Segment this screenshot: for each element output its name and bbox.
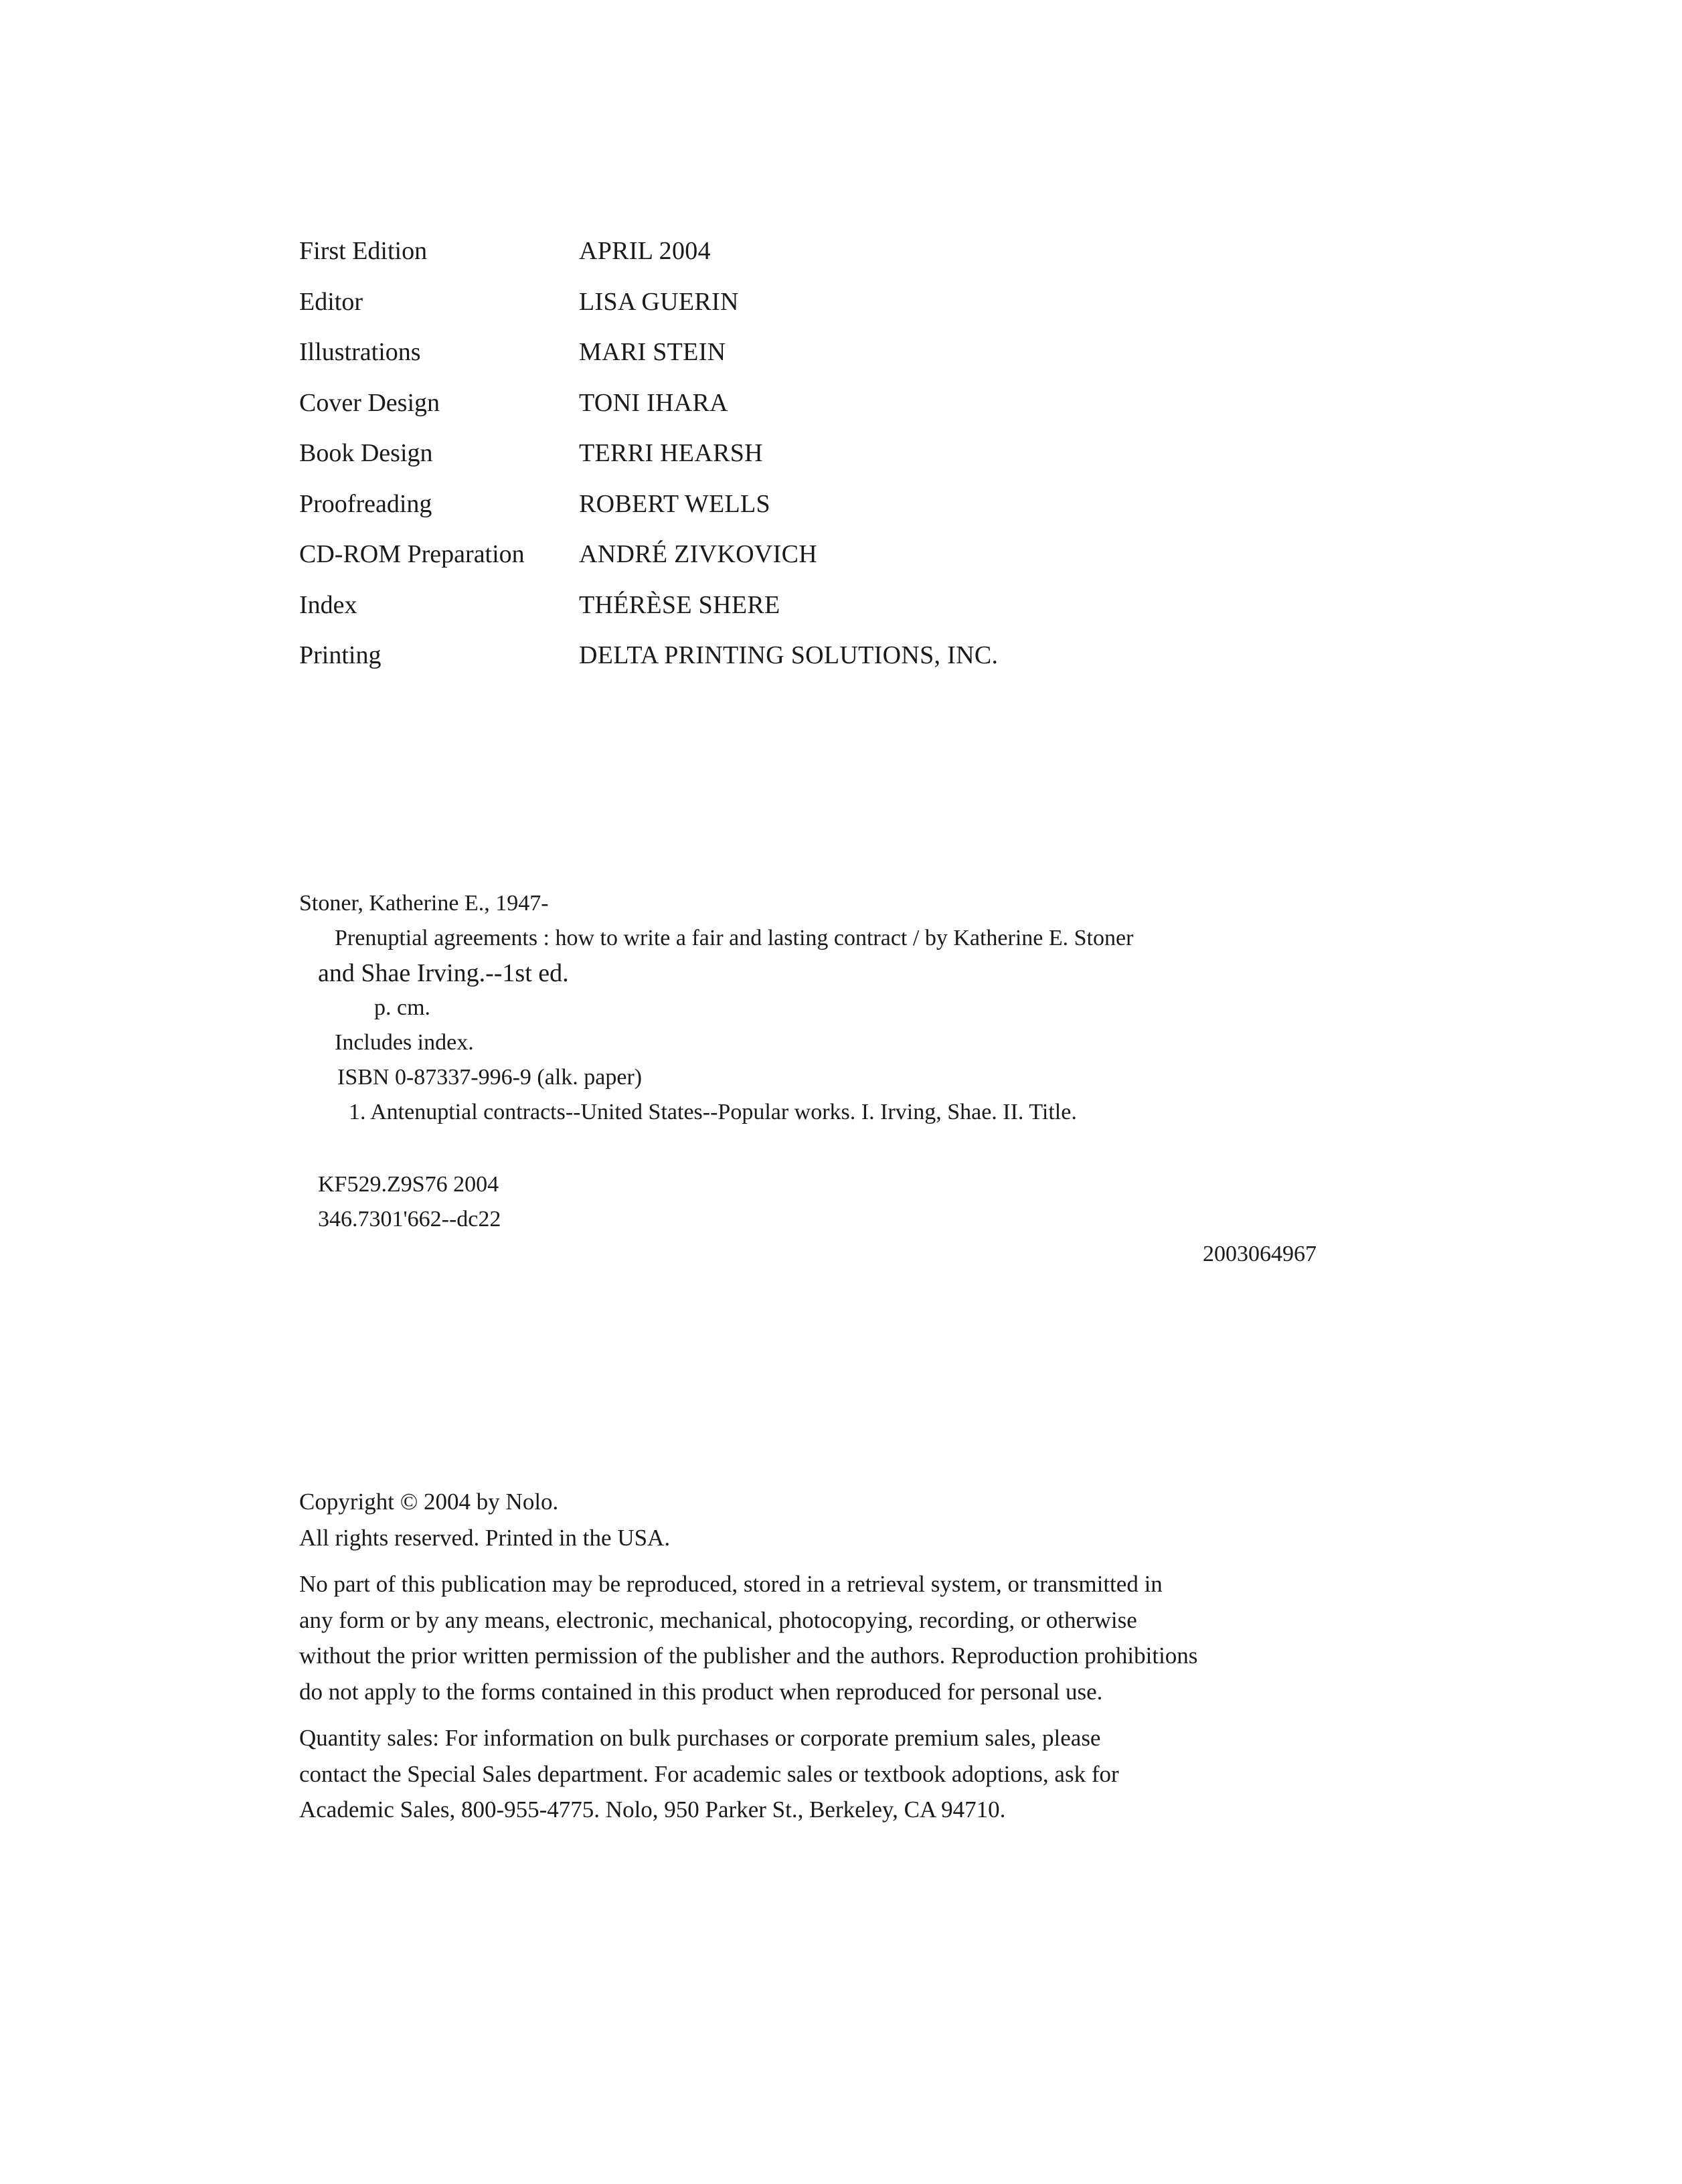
cip-isbn: ISBN 0-87337-996-9 (alk. paper) (337, 1065, 643, 1090)
paragraph-line: without the prior written permission of the publisher and the authors. Reproduction prohibitions (299, 1643, 1198, 1669)
cip-lc-class: KF529.Z9S76 2004 (318, 1172, 499, 1197)
credit-name: TONI IHARA (579, 388, 728, 417)
credit-row-illustrations (299, 337, 1370, 388)
reproduction-paragraph (299, 1566, 1323, 1709)
cip-dewey: 346.7301'662--dc22 (318, 1207, 501, 1232)
credit-role: Illustrations (299, 338, 421, 366)
paragraph-line: any form or by any means, electronic, mechanical, photocopying, recording, or otherwise (299, 1606, 1137, 1633)
credit-name: THÉRÈSE SHERE (579, 590, 780, 619)
rights-line: All rights reserved. Printed in the USA. (299, 1524, 671, 1551)
credit-row-book-design (299, 438, 1370, 489)
credit-name: DELTA PRINTING SOLUTIONS, INC. (579, 641, 999, 669)
credit-role: First Edition (299, 237, 428, 265)
credit-row-printing (299, 640, 1370, 691)
copyright-line: Copyright © 2004 by Nolo. (299, 1489, 559, 1515)
quantity-sales-paragraph (299, 1720, 1323, 1828)
credit-row-first-edition (299, 236, 1370, 286)
paragraph-line: No part of this publication may be reproduced, stored in a retrieval system, or transmitted in (299, 1571, 1163, 1597)
credit-name: MARI STEIN (579, 338, 726, 366)
credit-role: Printing (299, 641, 382, 669)
credit-row-index (299, 590, 1370, 641)
credit-name: APRIL 2004 (579, 237, 711, 265)
credit-name: LISA GUERIN (579, 287, 739, 316)
credit-name: ANDRÉ ZIVKOVICH (579, 540, 817, 568)
credit-row-cd-rom-preparation (299, 539, 1370, 590)
cip-note: Includes index. (335, 1030, 474, 1055)
credit-role: Index (299, 590, 357, 619)
credit-row-cover-design (299, 388, 1370, 438)
paragraph-line: Quantity sales: For information on bulk purchases or corporate premium sales, please (299, 1725, 1101, 1751)
credit-name: TERRI HEARSH (579, 439, 763, 467)
credits-list (299, 236, 1370, 691)
credit-role: CD-ROM Preparation (299, 540, 525, 568)
paragraph-line: contact the Special Sales department. For academic sales or textbook adoptions, ask for (299, 1760, 1119, 1787)
credit-role: Cover Design (299, 388, 440, 417)
credit-row-proofreading (299, 489, 1370, 539)
cip-physical: p. cm. (374, 995, 431, 1020)
cip-title-line2: and Shae Irving.--1st ed. (318, 959, 569, 987)
paragraph-line: do not apply to the forms contained in this product when reproduced for personal use. (299, 1678, 1103, 1705)
credit-role: Book Design (299, 439, 433, 467)
paragraph-line: Academic Sales, 800-955-4775. Nolo, 950 Parker St., Berkeley, CA 94710. (299, 1796, 1006, 1823)
cip-subjects: 1. Antenuptial contracts--United States--Popular works. I. Irving, Shae. II. Title. (349, 1100, 1077, 1124)
credit-row-editor (299, 286, 1370, 337)
copyright-notice (299, 1484, 1323, 1828)
credit-role: Editor (299, 287, 363, 316)
credit-role: Proofreading (299, 489, 432, 518)
cip-lccn: 2003064967 (1203, 1242, 1317, 1266)
cip-author: Stoner, Katherine E., 1947- (299, 891, 549, 916)
credit-name: ROBERT WELLS (579, 489, 770, 518)
cip-title-line1: Prenuptial agreements : how to write a fair and lasting contract / by Katherine E. Stoner (335, 926, 1134, 950)
